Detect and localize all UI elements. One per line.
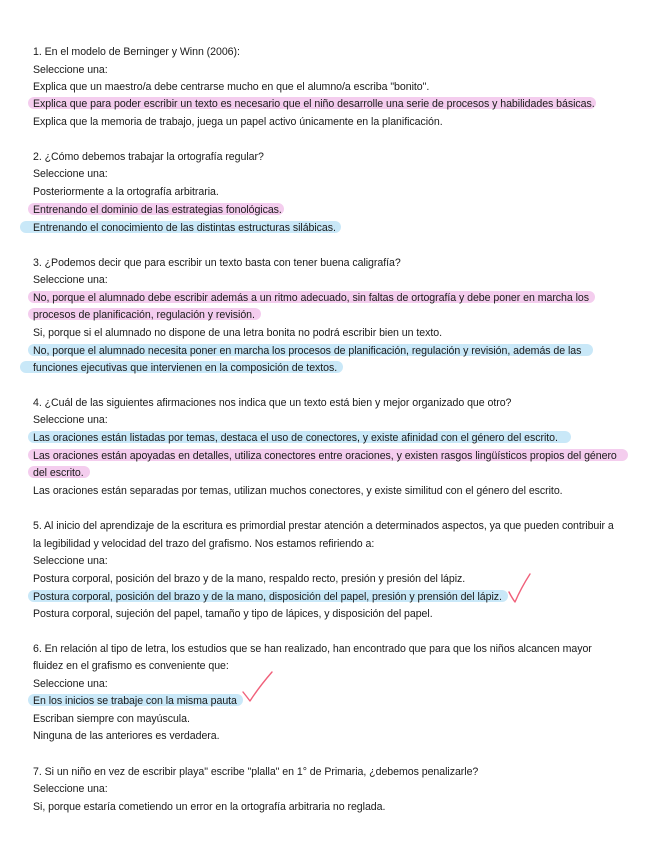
answer-option: Si, porque estaría cometiendo un error en la ortografía arbitraria no reglada. bbox=[33, 801, 386, 813]
answer-option: Explica que la memoria de trabajo, juega un papel activo únicamente en la planificación. bbox=[33, 116, 443, 128]
answer-option: Si, porque si el alumnado no dispone de una letra bonita no podrá escribir bien un texto. bbox=[33, 327, 442, 339]
answer-option: No, porque el alumnado debe escribir además a un ritmo adecuado, sin faltas de ortografía y debe poner en marcha los bbox=[33, 292, 590, 304]
question-title: 3. ¿Podemos decir que para escribir un texto basta con tener buena caligrafía? bbox=[33, 257, 401, 269]
answer-option: Las oraciones están apoyadas en detalles, utiliza conectores entre oraciones, y existen rasgos lingüísticos propios del género bbox=[33, 450, 617, 462]
answer-option: Posteriormente a la ortografía arbitraria. bbox=[33, 186, 219, 198]
question-title: fluidez en el grafismo es conveniente que: bbox=[33, 660, 229, 672]
answer-option: En los inicios se trabaje con la misma pauta bbox=[33, 695, 237, 707]
answer-option: Ninguna de las anteriores es verdadera. bbox=[33, 730, 220, 742]
answer-option: procesos de planificación, regulación y revisión. bbox=[33, 309, 255, 321]
answer-option: Las oraciones están separadas por temas, utilizan muchos conectores, y existe similitud con el género del escrito. bbox=[33, 485, 563, 497]
answer-option: Explica que para poder escribir un texto es necesario que el niño desarrolle una serie de procesos y habilidades básicas. bbox=[33, 98, 595, 110]
answer-option: Explica que un maestro/a debe centrarse mucho en que el alumno/a escriba "bonito". bbox=[33, 81, 430, 93]
select-label: Seleccione una: bbox=[33, 555, 108, 567]
question-title: 4. ¿Cuál de las siguientes afirmaciones nos indica que un texto está bien y mejor organizado que otro? bbox=[33, 397, 512, 409]
select-label: Seleccione una: bbox=[33, 274, 108, 286]
select-label: Seleccione una: bbox=[33, 414, 108, 426]
question-title: 1. En el modelo de Berninger y Winn (2006): bbox=[33, 46, 240, 58]
select-label: Seleccione una: bbox=[33, 783, 108, 795]
question-title: la legibilidad y velocidad del trazo del grafismo. Nos estamos refiriendo a: bbox=[33, 538, 375, 550]
select-label: Seleccione una: bbox=[33, 64, 108, 76]
answer-option: del escrito. bbox=[33, 467, 84, 479]
question-title: 2. ¿Cómo debemos trabajar la ortografía regular? bbox=[33, 151, 264, 163]
select-label: Seleccione una: bbox=[33, 678, 108, 690]
answer-option: No, porque el alumnado necesita poner en marcha los procesos de planificación, regulación y revisión, además de las bbox=[33, 345, 582, 357]
answer-option: Entrenando el dominio de las estrategias fonológicas. bbox=[33, 204, 282, 216]
answer-option: funciones ejecutivas que intervienen en la composición de textos. bbox=[33, 362, 338, 374]
question-title: 6. En relación al tipo de letra, los estudios que se han realizado, han encontrado que para que los niños alcancen mayor bbox=[33, 643, 592, 655]
check-mark-icon bbox=[506, 570, 532, 606]
check-mark-icon bbox=[240, 668, 274, 704]
answer-option: Postura corporal, posición del brazo y de la mano, disposición del papel, presión y prensión del lápiz. bbox=[33, 591, 502, 603]
question-title: 7. Si un niño en vez de escribir playa" escribe "plalla" en 1° de Primaria, ¿debemos penalizarle? bbox=[33, 766, 479, 778]
answer-option: Las oraciones están listadas por temas, destaca el uso de conectores, y existe afinidad con el género del escrito. bbox=[33, 432, 558, 444]
question-title: 5. Al inicio del aprendizaje de la escritura es primordial prestar atención a determinados aspectos, ya que pueden contribuir a bbox=[33, 520, 614, 532]
select-label: Seleccione una: bbox=[33, 168, 108, 180]
answer-option: Postura corporal, posición del brazo y de la mano, respaldo recto, presión y presión del lápiz. bbox=[33, 573, 466, 585]
answer-option: Postura corporal, sujeción del papel, tamaño y tipo de lápices, y disposición del papel. bbox=[33, 608, 433, 620]
answer-option: Entrenando el conocimiento de las distintas estructuras silábicas. bbox=[33, 222, 336, 234]
answer-option: Escriban siempre con mayúscula. bbox=[33, 713, 190, 725]
